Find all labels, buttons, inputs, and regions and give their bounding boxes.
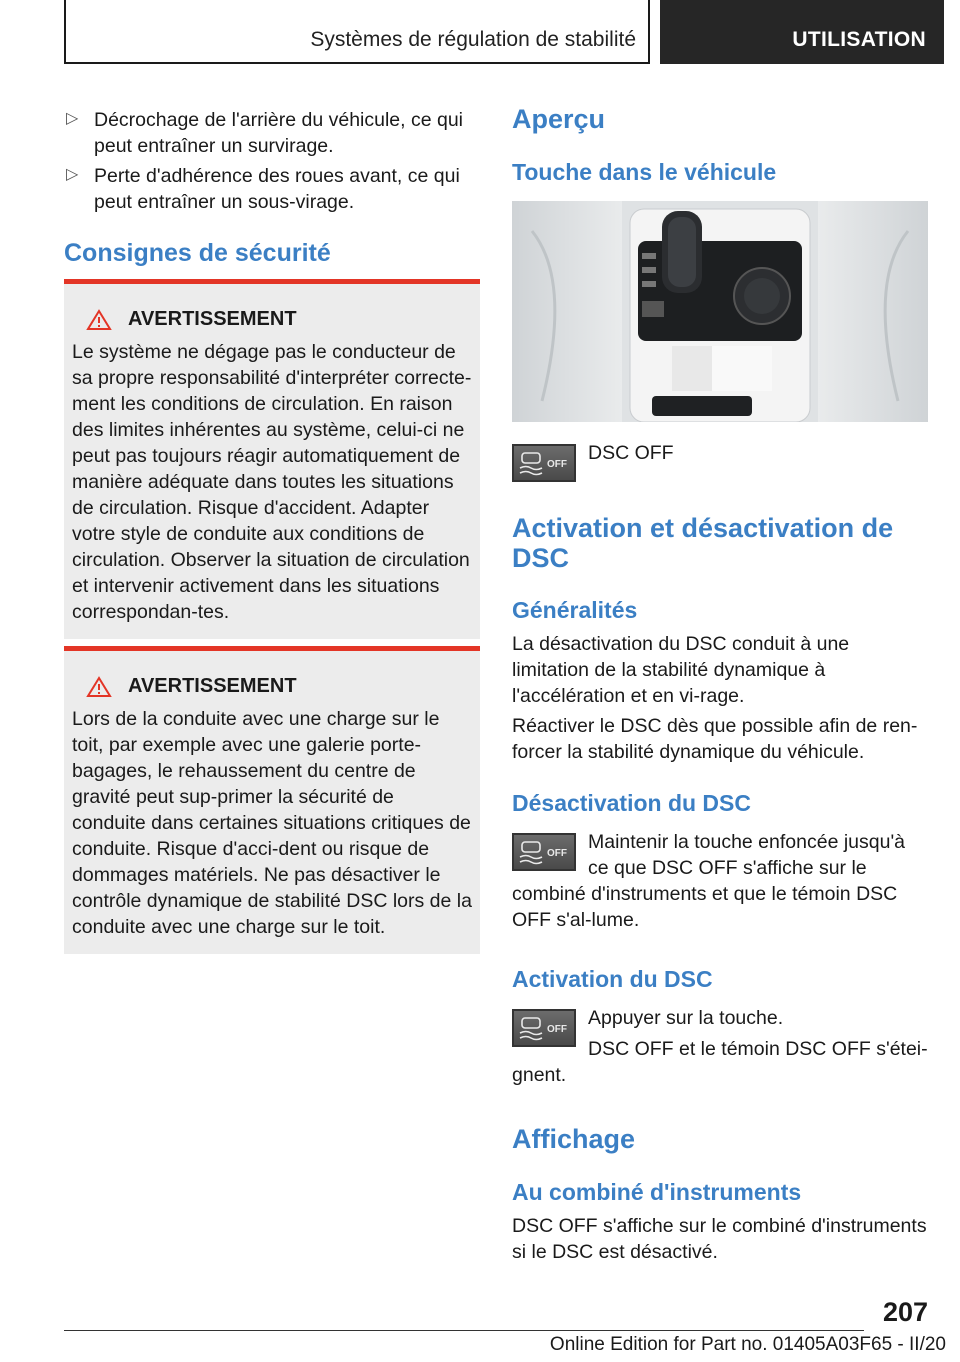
activation-dsc-heading: Activation du DSC xyxy=(512,966,713,992)
dsc-off-label: DSC OFF xyxy=(588,442,674,464)
safety-heading: Consignes de sécurité xyxy=(64,239,331,267)
activation-heading: Activation et désactivation de DSC xyxy=(512,513,894,573)
bullet-item xyxy=(64,107,480,159)
warning-title: AVERTISSEMENT xyxy=(128,675,297,697)
center-console-photo xyxy=(512,201,928,422)
header-section-title: Systèmes de régulation de stabilité xyxy=(310,28,636,51)
activation-step-1: Appuyer sur la touche. xyxy=(588,1007,784,1029)
footer-divider xyxy=(64,1330,864,1331)
warning-box xyxy=(64,646,480,954)
warning-triangle-icon xyxy=(86,309,112,331)
warning-title: AVERTISSEMENT xyxy=(128,308,297,330)
cluster-heading: Au combiné d'instruments xyxy=(512,1179,802,1205)
cluster-text: DSC OFF s'affiche sur le combiné d'instruments si le DSC est désactivé. xyxy=(512,1215,927,1263)
warning-box xyxy=(64,279,480,639)
dsc-car-skid-icon xyxy=(514,446,574,480)
activation-step-2 xyxy=(512,1036,928,1088)
warning-body: Lors de la conduite avec une charge sur le toit, par exemple avec une galerie porte-bagages, le rehaussement du centre de gravité peut sup-primer la sécurité de conduite dans certaines situations critiques de conduite. Risque d'acci-dent ou risque de dommages matériels. Ne pas désactiver le contrôle dynamique de stabilité DSC lors de la conduite avec une charge sur le toit. xyxy=(72,708,472,938)
triangle-bullet-icon: ▷ xyxy=(66,110,79,127)
triangle-bullet-icon: ▷ xyxy=(66,166,79,183)
deactivation-text-content: Maintenir la touche enfoncée jusqu'à ce que DSC OFF s'affiche sur le combiné d'instruments et que le témoin DSC OFF s'al-lume. xyxy=(512,831,906,931)
deactivation-heading: Désactivation du DSC xyxy=(512,790,751,816)
activation-step-2-text: DSC OFF et le témoin DSC OFF s'étei-gnent. xyxy=(512,1038,928,1086)
bullet-text: Décrochage de l'arrière du véhicule, ce qui peut entraîner un survirage. xyxy=(94,109,464,157)
bullet-text: Perte d'adhérence des roues avant, ce qui peut entraîner un sous-virage. xyxy=(94,165,460,213)
general-heading: Généralités xyxy=(512,597,638,623)
bullet-item xyxy=(64,163,480,215)
svg-text:OFF: OFF xyxy=(547,848,567,859)
svg-text:OFF: OFF xyxy=(547,1024,567,1035)
warning-triangle-icon xyxy=(86,676,112,698)
svg-text:OFF: OFF xyxy=(547,459,567,470)
general-paragraph-1: La désactivation du DSC conduit à une limitation de la stabilité dynamique à l'accélération et en vi-rage. xyxy=(512,633,850,707)
header-chapter-label: UTILISATION xyxy=(792,28,926,51)
general-paragraph-2: Réactiver le DSC dès que possible afin de ren-forcer la stabilité dynamique du véhicule. xyxy=(512,715,918,763)
deactivation-text xyxy=(512,829,928,933)
warning-body: Le système ne dégage pas le conducteur de sa propre responsabilité d'interpréter correcte-ment les conditions de circulation. En raison des limites inhérentes au système, celui-ci ne peut pas toujours réagir automatiquement de manière adéquate dans toutes les situations de circulation. Risque d'accident. Adapter votre style de conduite aux conditions de circulation. Observer la situation de circulation et intervenir activement dans les situations correspondan-tes. xyxy=(72,341,472,623)
page-number: 207 xyxy=(882,1297,928,1327)
dsc-off-button-icon xyxy=(512,444,576,482)
footer-edition: Online Edition for Part no. 01405A03F65 - II/20 xyxy=(549,1334,946,1355)
overview-heading: Aperçu xyxy=(512,104,606,134)
display-heading: Affichage xyxy=(512,1124,636,1154)
button-heading: Touche dans le véhicule xyxy=(512,159,777,185)
header-chapter-tab xyxy=(660,0,944,64)
header-section-box xyxy=(64,0,650,64)
